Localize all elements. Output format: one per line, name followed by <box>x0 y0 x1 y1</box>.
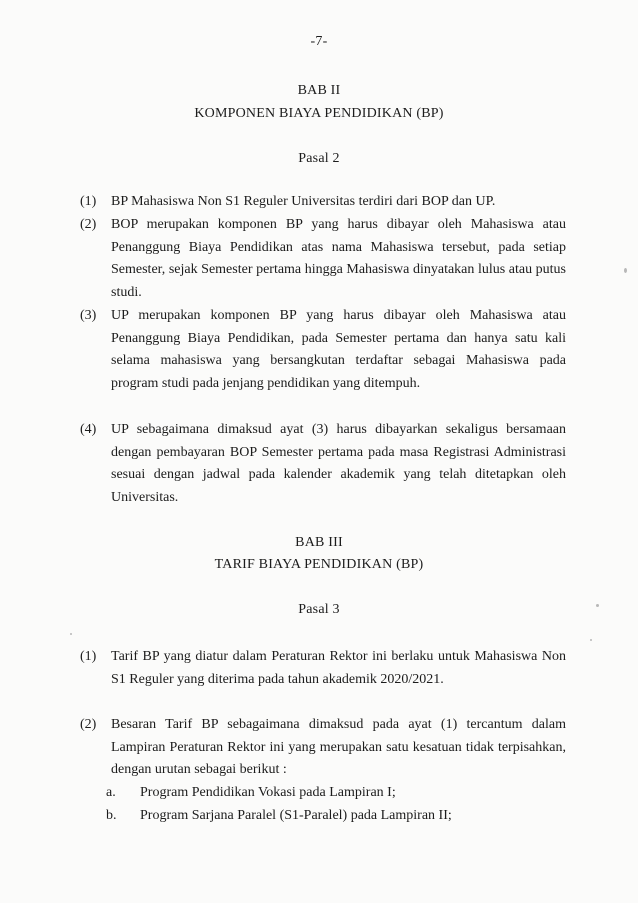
pasal3-heading: Pasal 3 <box>298 602 340 617</box>
item-text: UP sebagaimana dimaksud ayat (3) harus dibayarkan sekaligus bersamaan dengan pembayaran BOP Semester pertama pada masa Registrasi Administrasi sesuai dengan jadwal pada kalender akademik yang telah ditetapkan oleh Universitas. <box>111 422 566 505</box>
pasal2-heading: Pasal 2 <box>298 151 340 166</box>
item-text: UP merupakan komponen BP yang harus dibayar oleh Mahasiswa atau Penanggung Biaya Pendidikan, pada Semester pertama dan hanya satu kali selama mahasiswa yang bersangkutan terdaftar sebagai Mahasiswa pada program studi pada jenjang pendidikan yang ditempuh. <box>111 308 566 391</box>
item-text: BOP merupakan komponen BP yang harus dibayar oleh Mahasiswa atau Penanggung Biaya Pendidikan atas nama Mahasiswa tersebut, pada setiap Semester, sejak Semester pertama hingga Mahasiswa dinyatakan lulus atau putus studi. <box>111 217 566 300</box>
item-number: (4) <box>80 422 97 437</box>
item-number: (1) <box>80 194 97 209</box>
scan-speck <box>70 633 72 635</box>
item-text: Tarif BP yang diatur dalam Peraturan Rektor ini berlaku untuk Mahasiswa Non S1 Reguler yang diterima pada tahun akademik 2020/2021. <box>111 649 566 687</box>
item-number: (2) <box>80 217 97 232</box>
bab2-heading: BAB II <box>297 83 341 98</box>
item-number: (3) <box>80 308 97 323</box>
page-number: -7- <box>310 34 328 49</box>
bab3-title: TARIF BIAYA PENDIDIKAN (BP) <box>214 557 424 572</box>
scan-speck <box>624 268 627 273</box>
scan-speck <box>596 604 599 607</box>
item-number: (2) <box>80 717 97 732</box>
item-text: Besaran Tarif BP sebagaimana dimaksud pada ayat (1) tercantum dalam Lampiran Peraturan Rektor ini yang merupakan satu kesatuan tidak terpisahkan, dengan urutan sebagai berikut : <box>111 717 566 778</box>
item-text: BP Mahasiswa Non S1 Reguler Universitas terdiri dari BOP dan UP. <box>111 194 496 209</box>
subitem-text: Program Pendidikan Vokasi pada Lampiran I; <box>140 785 396 800</box>
subitem-letter: b. <box>106 808 117 823</box>
subitem-text: Program Sarjana Paralel (S1-Paralel) pada Lampiran II; <box>140 808 452 823</box>
item-number: (1) <box>80 649 97 664</box>
bab2-title: KOMPONEN BIAYA PENDIDIKAN (BP) <box>194 106 444 121</box>
subitem-letter: a. <box>106 785 116 800</box>
scan-speck <box>590 639 592 641</box>
bab3-heading: BAB III <box>295 535 343 550</box>
